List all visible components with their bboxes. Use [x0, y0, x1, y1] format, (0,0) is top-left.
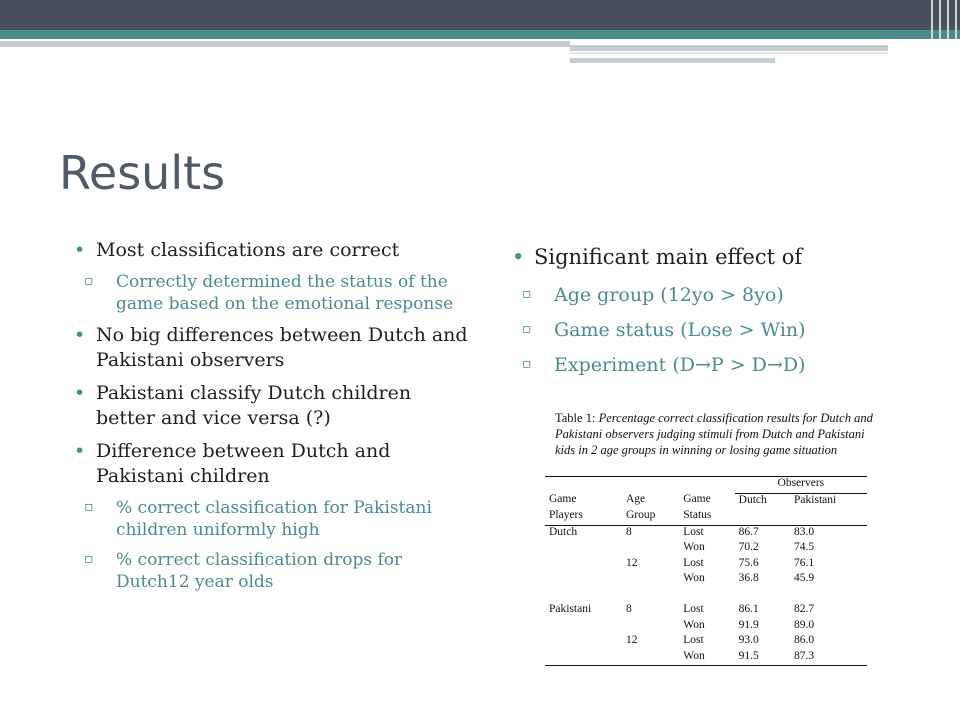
header-age: Age: [625, 493, 646, 505]
slide-title: Results: [59, 146, 226, 200]
header-pakistani: Pakistani: [794, 493, 837, 506]
table-spacer: [545, 588, 867, 604]
header-players: Players: [549, 509, 583, 521]
table-row: Pakistani 8 Lost 86.1 82.7: [549, 603, 815, 615]
sub-bullet-pakistani-high: ▫ % correct classification for Pakistani children uniformly high: [84, 497, 474, 541]
table-caption-text: Percentage correct classification results for Dutch and Pakistani observers judging stimuli from Dutch and Pakistani kids in 2 age groups in winning or losing game situation: [555, 411, 873, 457]
header-observers: Observers: [735, 477, 867, 494]
table-row: Won 70.2 74.5: [683, 541, 815, 553]
header-status: Status: [683, 509, 712, 521]
right-column: [512, 242, 932, 387]
header-bar-grey: [570, 58, 775, 63]
left-column: [74, 238, 474, 601]
table-row: Won 91.9 89.0: [683, 618, 815, 631]
header-game2: Game: [683, 493, 711, 505]
table-row: 12 Lost 93.0 86.0: [625, 634, 815, 646]
bullet-classifications: • Most classifications are correct: [74, 238, 474, 263]
header-bar-grey: [570, 45, 888, 51]
header-group: Group: [625, 509, 656, 521]
sub-bullet-experiment: ▫ Experiment (D→P > D→D): [522, 352, 932, 378]
header-vertical-lines: [928, 0, 960, 39]
header-bar-grey: [0, 41, 570, 47]
table-row: Won 36.8 45.9: [683, 572, 815, 584]
bullet-main-effect: • Significant main effect of: [512, 242, 932, 272]
table-caption: [555, 410, 875, 458]
sub-bullet-game-status: ▫ Game status (Lose > Win): [522, 317, 932, 343]
table-row: Dutch 8 Lost 86.7 83.0: [549, 525, 815, 538]
results-table: [545, 476, 867, 666]
header-bar-thin: [570, 52, 888, 54]
table-figure: [545, 410, 875, 666]
table-row: 12 Lost 75.6 76.1: [625, 556, 815, 569]
header-bar-teal: [0, 30, 960, 39]
table-caption-label: Table 1:: [555, 411, 596, 425]
bullet-difference-children: • Difference between Dutch and Pakistani children: [74, 439, 474, 489]
bullet-no-differences: • No big differences between Dutch and Pakistani observers: [74, 323, 474, 373]
header-bar-dark: [0, 0, 960, 30]
sub-bullet-dutch-drops: ▫ % correct classification drops for Dutch12 year olds: [84, 549, 474, 593]
sub-bullet-age-group: ▫ Age group (12yo > 8yo): [522, 282, 932, 308]
sub-bullet-status: ▫ Correctly determined the status of the game based on the emotional response: [84, 271, 474, 315]
header-game: Game: [549, 493, 577, 505]
bullet-pakistani-classify: • Pakistani classify Dutch children better and vice versa (?): [74, 381, 474, 431]
header-dutch: Dutch: [738, 493, 767, 506]
table-row: Won 91.5 87.3: [545, 650, 867, 666]
